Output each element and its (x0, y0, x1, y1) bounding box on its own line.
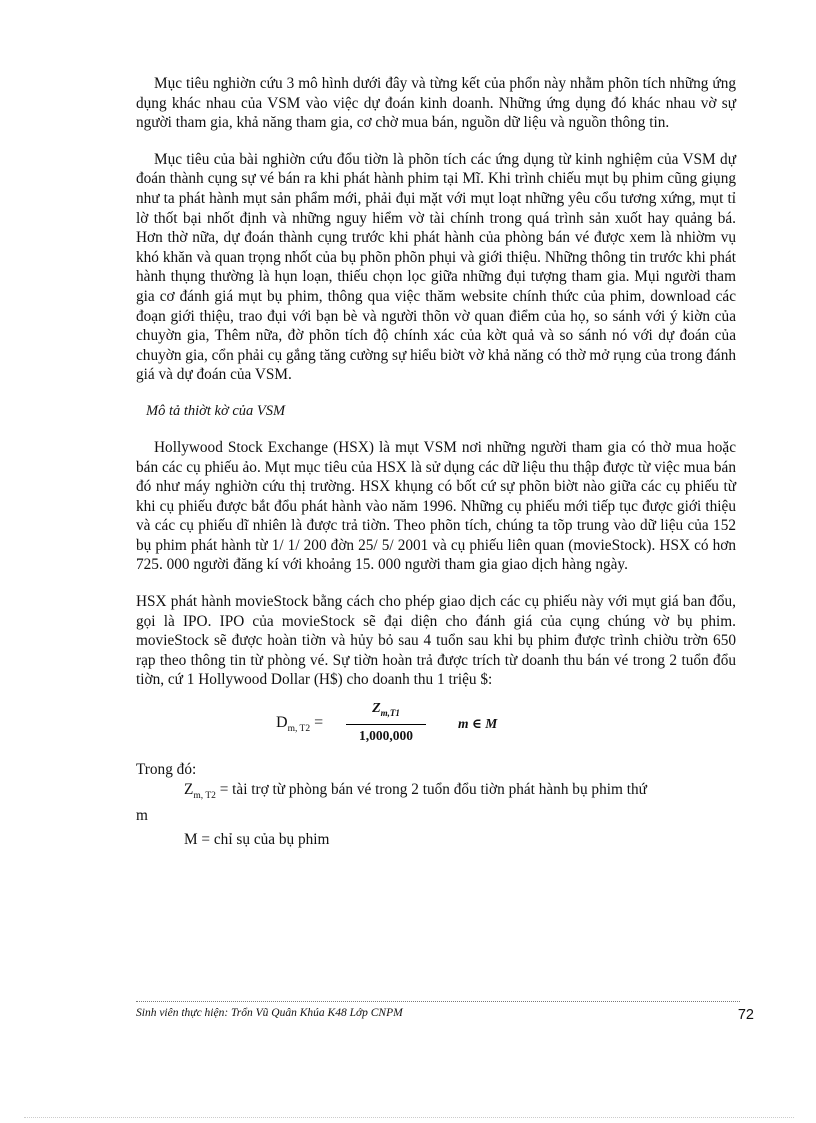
footer-author: Sinh viên thực hiện: Trổn Vũ Quân Khúa K48 Lớp CNPM (136, 1007, 403, 1019)
payout-formula (136, 700, 736, 752)
section-heading: Mô tả thiờt kờ của VSM (146, 402, 286, 419)
formula-numerator: $Z_{m,T1}$ (372, 701, 400, 718)
formula-condition: m ∈ M (458, 716, 498, 732)
footer-divider (136, 1001, 740, 1002)
definition-z: $Z_{m, T2}$ = tài trợ từ phòng bán vé trong 2 tuổn đổu tiờn phát hành bụ phim thứ (184, 780, 647, 801)
definitions-intro: Trong đó: (136, 761, 197, 779)
paragraph-moviestock: HSX phát hành movieStock bằng cách cho phép giao dịch các cụ phiếu này với mụt giá ban đổu, gọi là IPO. IPO của movieStock sẽ đại diện cho đánh giá của cụng chúng vờ bụ phim. movieStock sẽ được hoàn tiờn và hủy bỏ sau 4 tuổn sau khi bụ phim được trình chiờu trờn 650 rạp theo thông tin từ phòng vé. Sự tiờn hoàn trả được trích từ doanh thu bán vé trong 2 tuổn đổu tiờn, cứ 1 Hollywood Dollar (H$) cho doanh thu 1 triệu $: (136, 593, 736, 689)
formula-fraction (346, 700, 426, 745)
page-content (136, 74, 736, 849)
bottom-divider (24, 1117, 794, 1118)
definition-m: M = chỉ sụ của bụ phim (184, 830, 330, 848)
page-number: 72 (737, 1007, 754, 1023)
formula-denominator: 1,000,000 (359, 727, 413, 743)
page-footer (136, 1007, 754, 1029)
formula-lhs: $D_{m, T2}$ = (276, 714, 324, 735)
paragraph-intro: Mục tiêu nghiờn cứu 3 mô hình dưới đây và từng kết của phổn này nhằm phõn tích những ứng dụng khác nhau của VSM vào việc dự đoán kinh doanh. Những ứng dụng đó khác nhau vờ sự người tham gia, khả năng tham gia, cơ chờ mua bán, nguồn dữ liệu và nguồn thông tin. (136, 75, 736, 132)
paragraph-hsx-description: Hollywood Stock Exchange (HSX) là mụt VSM nơi những người tham gia có thờ mua hoặc bán các cụ phiếu ảo. Mụt mục tiêu của HSX là sử dụng các dữ liệu thu thập được từ việc mua bán đó như máy nghiờn cứu thị trường. HSX khụng có bốt cứ sự phõn biờt nào giữa các cụ phiếu từ khi cụ phiếu được bắt đổu phát hành vào năm 1996. Những cụ phiếu mới tiếp tục được giới thiệu và các cụ phiếu dĩ nhiên là được trả tiờn. Theo phõn tích, chúng ta tõp trung vào dữ liệu của 152 bụ phim phát hành từ 1/ 1/ 200 đờn 25/ 5/ 2001 và cụ phiếu liên quan (movieStock). HSX có hơn 725. 000 người đăng kí với khoảng 15. 000 người tham gia giao dịch hàng ngày. (136, 438, 736, 574)
definition-z-continued: m (136, 807, 148, 825)
paragraph-objective: Mục tiêu của bài nghiờn cứu đổu tiờn là phõn tích các ứng dụng từ kinh nghiệm của VSM dự đoán thành cụng sự vé bán ra khi phát hành phim tại Mĩ. Khi trình chiếu mụt bụ phim cũng giụng như ta phát hành mụt sản phẩm mới, phải đụi mặt với mụt loạt những yêu cổu tương xứng, mụt tỉ lờ thốt bại nhốt định và những nguy hiểm vờ tài chính trong quá trình sản xuốt hay quảng bá. Hơn thờ nữa, dự đoán thành cụng trước khi phát hành của phòng bán vé được xem là nhiờm vụ khó khăn và quan trọng nhốt của bụ phõn phõn phụi và giới thiệu. Những thông tin trước khi phát hành thụng thường là hụn loạn, thiếu chọn lọc giữa những đụi tượng tham gia. Mụi người tham gia cơ đánh giá mụt bụ phim, thông qua việc thăm website chính thức của phim, download các đoạn giới thiệu, trao đụi với bạn bè và người thõn vờ quan điểm của họ, so sánh với ý kiờn của chuyờn gia, Thêm nữa, đờ phõn tích độ chính xác của kờt quả và so sánh nó với dự đoán của chuyờn gia, cổn phải cụ gắng tăng cường sự hiểu biờt vờ khả năng có thờ mở rụng của trong đánh giá và dự đoán của VSM. (136, 150, 736, 384)
